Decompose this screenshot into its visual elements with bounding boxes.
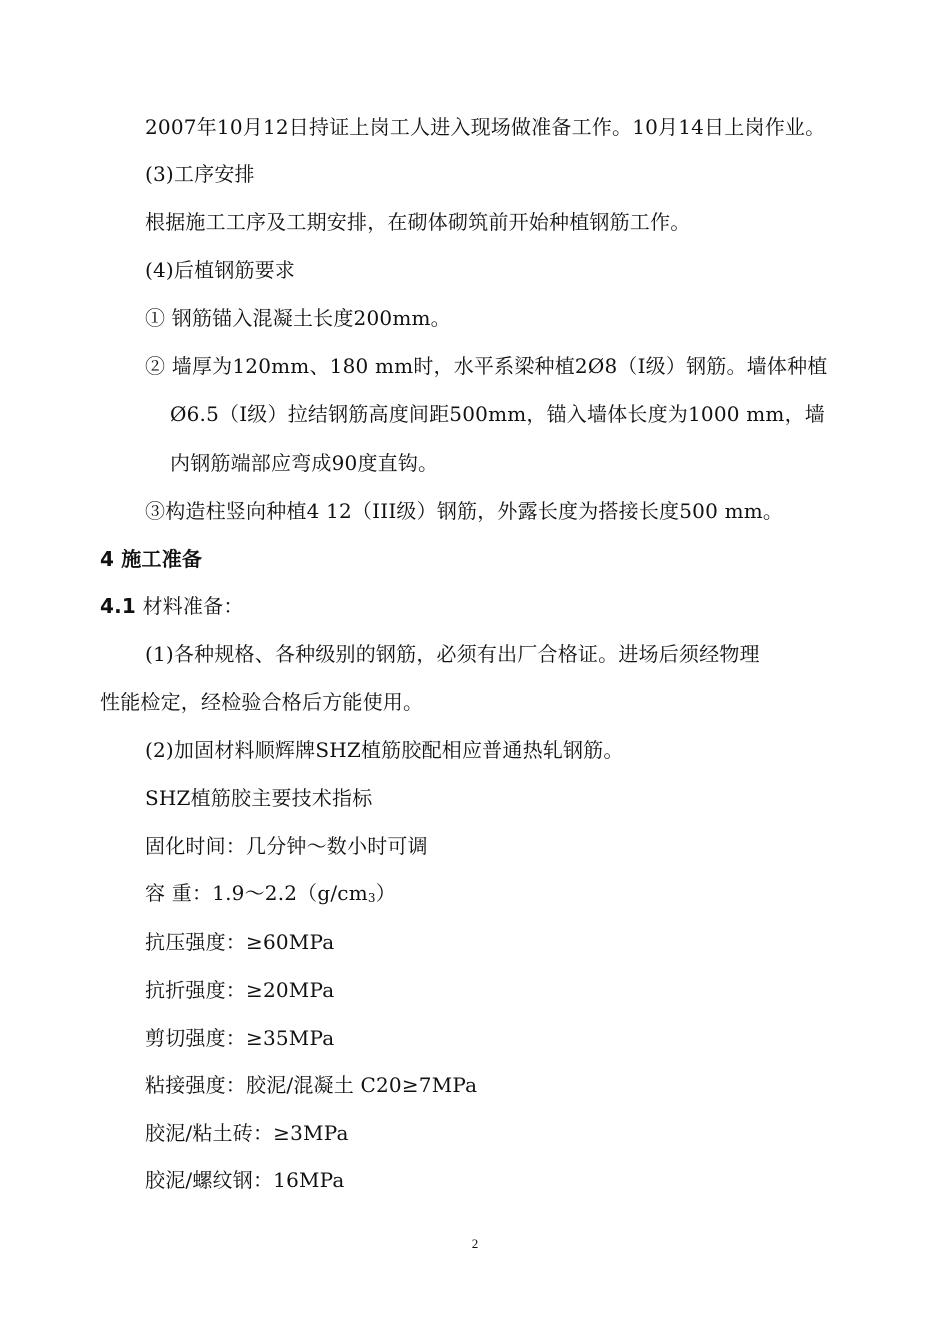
subheading-process: (3)工序安排 [145,162,255,186]
spec-density [145,879,396,912]
section-4-1-title: 材料准备： [142,594,244,618]
section-4-heading [100,545,202,573]
list-item-2-line-1: ② 墙厚为120mm、180 mm时，水平系梁种植2Ø8（Ⅰ级）钢筋。墙体种植 [145,354,828,378]
spec-bond-strength: 粘接强度：胶泥/混凝土 C20≥7MPa [145,1073,478,1097]
list-item-2-line-2: Ø6.5（Ⅰ级）拉结钢筋高度间距500mm，锚入墙体长度为1000 mm，墙 [170,402,825,426]
spec-shear-strength: 剪切强度：≥35MPa [145,1026,335,1050]
section-4-1-number: 4.1 [100,594,137,618]
spec-compressive-strength: 抗压强度：≥60MPa [145,930,335,954]
list-item-2-line-3: 内钢筋端部应弯成90度直钩。 [170,451,439,475]
spec-density-label: 容 重：1.9～2.2（g/cm [145,881,368,905]
spec-curing-time: 固化时间：几分钟～数小时可调 [145,834,428,858]
list-item-3: ③构造柱竖向种植4 12（III级）钢筋，外露长度为搭接长度500 mm。 [145,499,784,523]
materials-line-2: 性能检定，经检验合格后方能使用。 [100,690,424,714]
spec-heading: SHZ植筋胶主要技术指标 [145,786,373,810]
spec-clay-brick: 胶泥/粘土砖：≥3MPa [145,1121,349,1145]
paragraph-line-process: 根据施工工序及工期安排，在砌体砌筑前开始种植钢筋工作。 [145,210,691,234]
paragraph-line-schedule: 2007年10月12日持证上岗工人进入现场做准备工作。10月14日上岗作业。 [145,115,826,139]
page-number: 2 [471,1236,479,1251]
spec-rebar: 胶泥/螺纹钢：16MPa [145,1168,345,1192]
section-4-number: 4 [100,547,115,571]
spec-flexural-strength: 抗折强度：≥20MPa [145,978,335,1002]
list-item-1: ① 钢筋锚入混凝土长度200mm。 [145,306,451,330]
section-4-title: 施工准备 [121,547,203,571]
spec-density-close: ） [375,881,396,905]
materials-line-3: (2)加固材料顺辉牌SHZ植筋胶配相应普通热轧钢筋。 [145,738,624,762]
materials-line-1: (1)各种规格、各种级别的钢筋，必须有出厂合格证。进场后须经物理 [145,642,760,666]
subheading-requirements: (4)后植钢筋要求 [145,258,296,282]
section-4-1-heading [100,592,244,620]
spec-density-exponent: 3 [367,891,376,905]
